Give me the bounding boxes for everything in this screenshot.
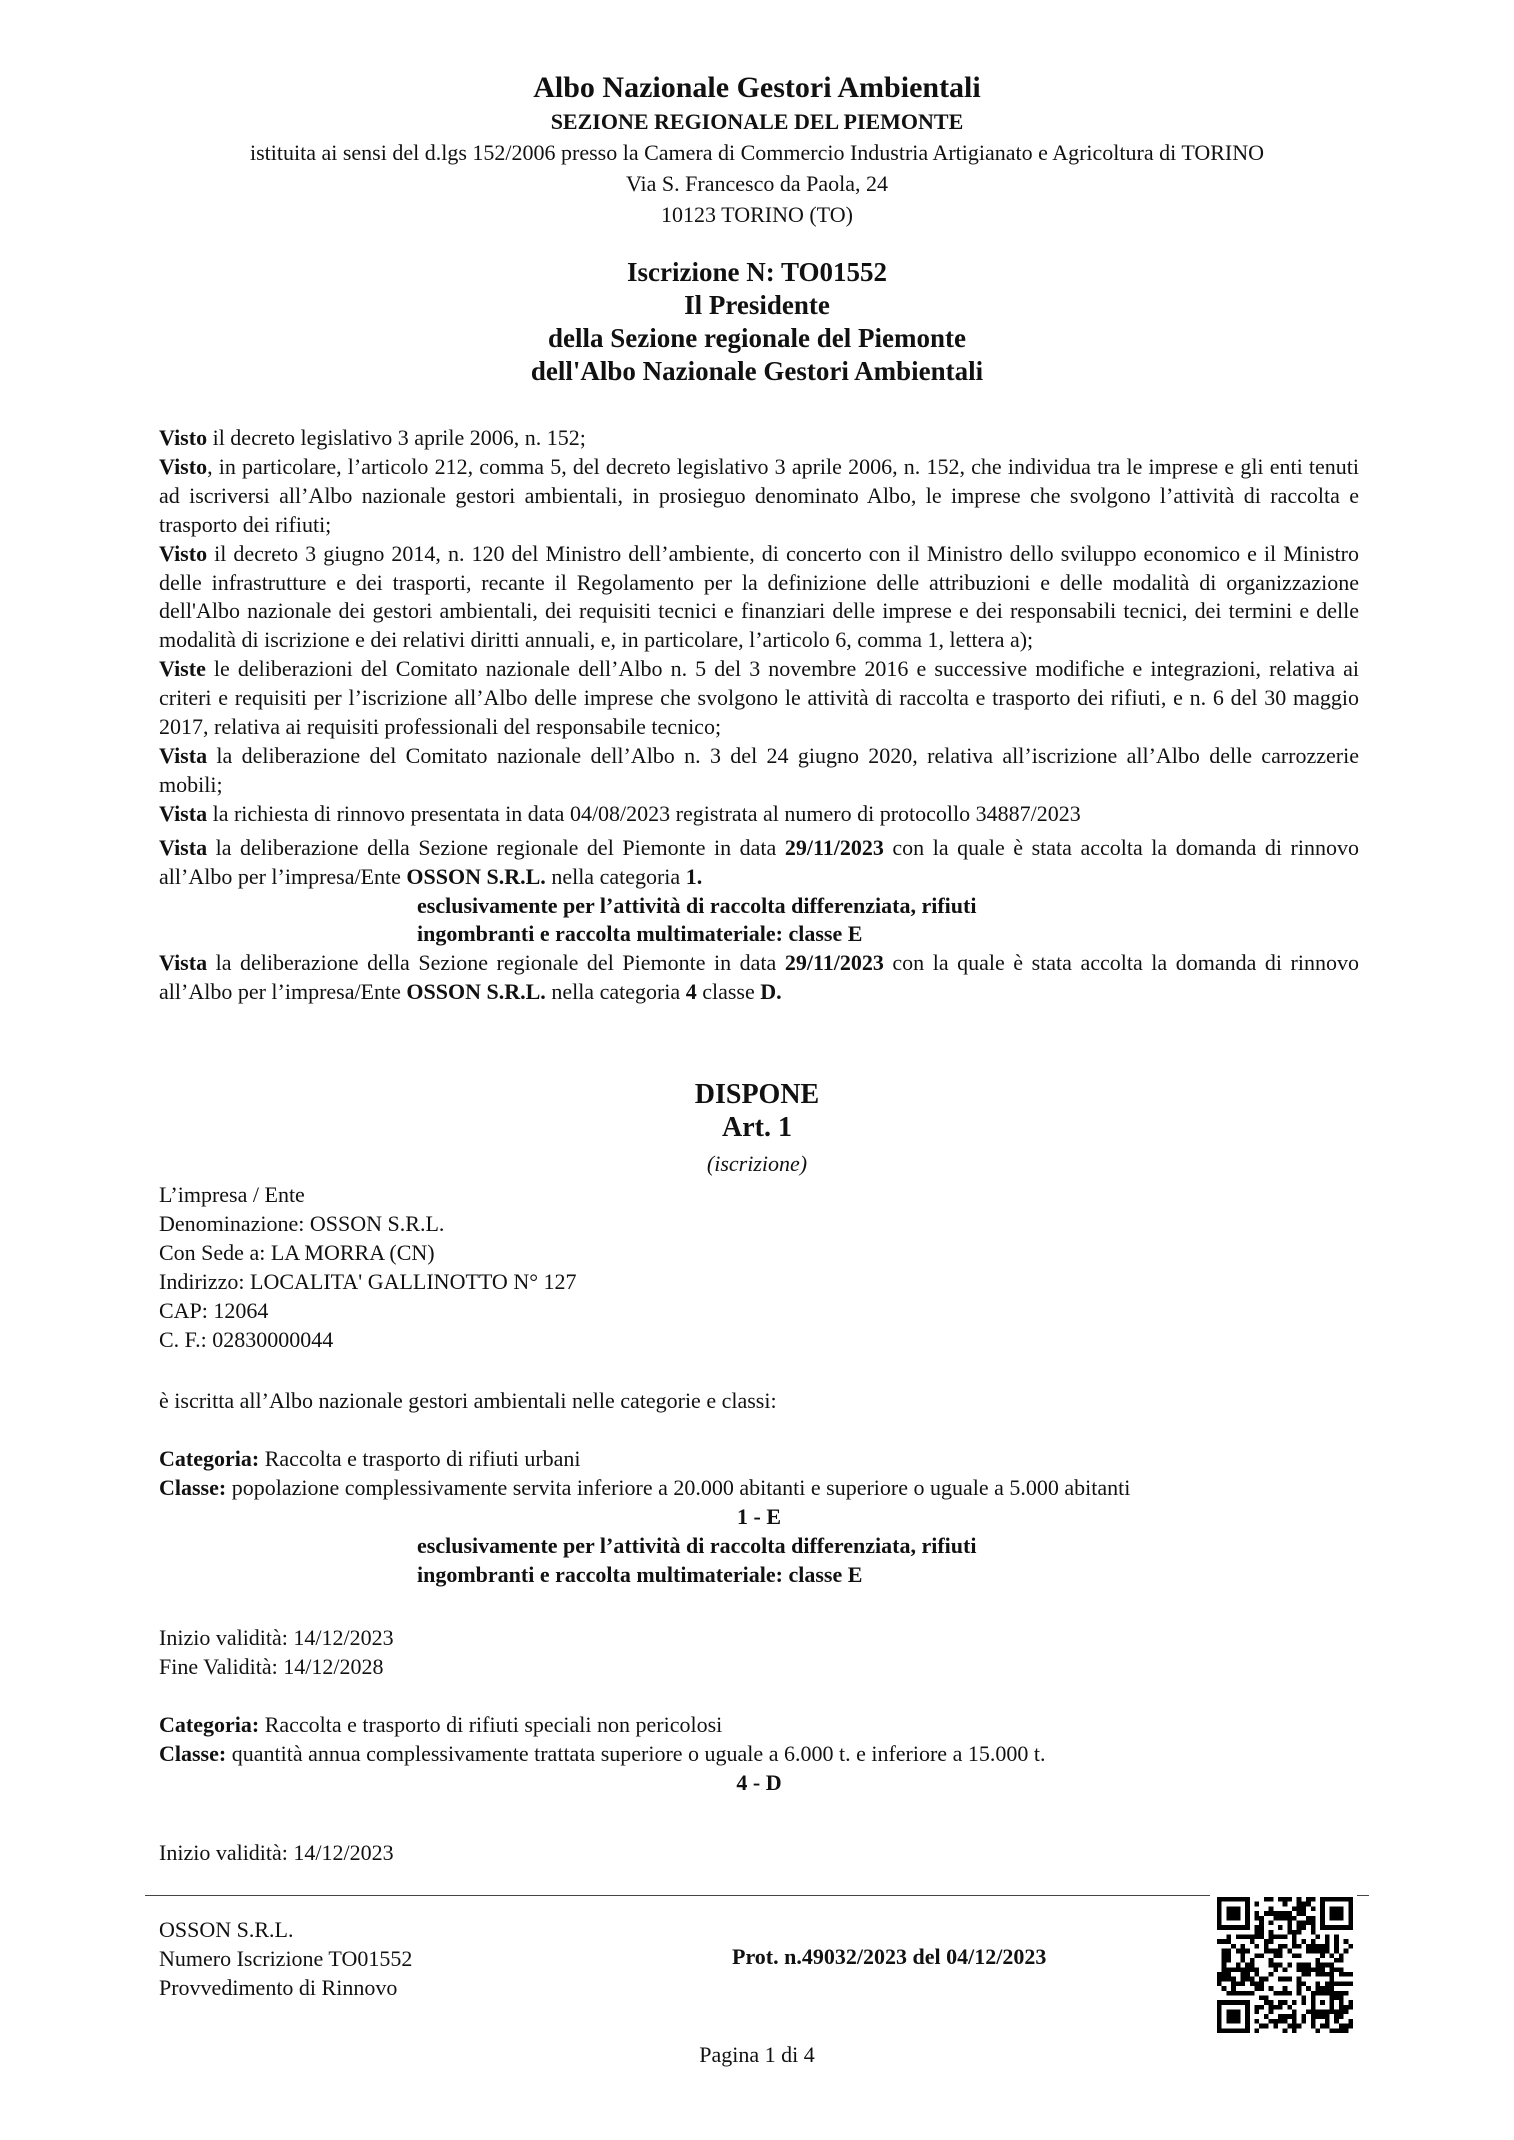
- category-1-note: ingombranti e raccolta multimateriale: classe E: [417, 1562, 863, 1587]
- deliberation-cat1-note: esclusivamente per l’attività di raccolta differenziata, rifiuti: [417, 892, 977, 918]
- footer-divider: [145, 1895, 1210, 1896]
- validity-start: Inizio validità: 14/12/2023: [159, 1625, 394, 1650]
- company-line: L’impresa / Ente: [159, 1182, 305, 1207]
- deliberation-cat1-note: ingombranti e raccolta multimateriale: classe E: [417, 921, 863, 947]
- protocol-number: Prot. n.49032/2023 del 04/12/2023: [732, 1944, 1047, 1969]
- category-1-name: Categoria: Raccolta e trasporto di rifiuti urbani: [159, 1446, 581, 1471]
- premise-paragraph: Visto, in particolare, l’articolo 212, comma 5, del decreto legislativo 3 aprile 2006, n. 152, che individua tra le imprese e gli enti tenuti ad iscriversi all’Albo nazionale gestori ambientali, in prosieguo denominato Albo, le imprese che svolgono l’attività di raccolta e trasporto dei rifiuti;: [159, 453, 1359, 537]
- premises: [159, 424, 1359, 1007]
- company-details: [159, 1180, 577, 1354]
- footer-registration: Numero Iscrizione TO01552: [159, 1946, 413, 1971]
- footer-document-type: Provvedimento di Rinnovo: [159, 1975, 398, 2000]
- title-sezione: della Sezione regionale del Piemonte: [548, 323, 966, 353]
- category-1-validity: [159, 1623, 1359, 1681]
- article-subtitle: (iscrizione): [706, 1151, 808, 1176]
- dispone-heading: [0, 1078, 1514, 1144]
- header-section: SEZIONE REGIONALE DEL PIEMONTE: [550, 109, 964, 134]
- company-address: Indirizzo: LOCALITA' GALLINOTTO N° 127: [159, 1269, 577, 1294]
- footer-info: [159, 1915, 412, 2002]
- qr-code-icon: [1217, 1897, 1353, 2033]
- header-city: 10123 TORINO (TO): [661, 202, 853, 227]
- article-number: Art. 1: [722, 1112, 792, 1143]
- validity-end: Fine Validità: 14/12/2028: [159, 1654, 384, 1679]
- company-tax-code: C. F.: 02830000044: [159, 1327, 334, 1352]
- category-1-block: [159, 1444, 1359, 1589]
- company-seat: Con Sede a: LA MORRA (CN): [159, 1240, 435, 1265]
- iscrizione-number: Iscrizione N: TO01552: [627, 257, 887, 287]
- premise-paragraph: Vista la richiesta di rinnovo presentata in data 04/08/2023 registrata al numero di protocollo 34887/2023: [159, 800, 1081, 826]
- premise-paragraph: Visto il decreto legislativo 3 aprile 2006, n. 152;: [159, 425, 586, 450]
- header-institution: istituita ai sensi del d.lgs 152/2006 presso la Camera di Commercio Industria Artigianato e Agricoltura di TORINO: [249, 140, 1265, 165]
- header-address: Via S. Francesco da Paola, 24: [625, 171, 888, 196]
- title-albo: dell'Albo Nazionale Gestori Ambientali: [530, 356, 984, 386]
- company-name: Denominazione: OSSON S.R.L.: [159, 1211, 445, 1236]
- footer-divider: [1357, 1895, 1369, 1896]
- page-number: Pagina 1 di 4: [699, 2042, 815, 2067]
- category-4-code: 4 - D: [736, 1770, 782, 1795]
- category-1-note: esclusivamente per l’attività di raccolta differenziata, rifiuti: [417, 1533, 977, 1558]
- document-header: [0, 70, 1514, 230]
- premise-paragraph: Visto il decreto 3 giugno 2014, n. 120 del Ministro dell’ambiente, di concerto con il Ministro dello sviluppo economico e il Ministro delle infrastrutture e dei trasporti, recante il Regolamento per la definizione delle attribuzioni e delle modalità di organizzazione dell'Albo nazionale dei gestori ambientali, dei requisiti tecnici e finanziari delle imprese e dei responsabili tecnici, dei termini e delle modalità di iscrizione e dei relativi diritti annuali, e, in particolare, l’articolo 6, comma 1, lettera a);: [159, 540, 1359, 653]
- document-title: [0, 256, 1514, 388]
- premise-paragraph: Vista la deliberazione del Comitato nazionale dell’Albo n. 3 del 24 giugno 2020, relativa all’iscrizione all’Albo delle carrozzerie mobili;: [159, 742, 1359, 797]
- iscritta-statement: è iscritta all’Albo nazionale gestori ambientali nelle categorie e classi:: [159, 1388, 777, 1413]
- category-4-name: Categoria: Raccolta e trasporto di rifiuti speciali non pericolosi: [159, 1712, 723, 1737]
- footer-company: OSSON S.R.L.: [159, 1917, 294, 1942]
- category-4-validity: Inizio validità: 14/12/2023: [159, 1840, 394, 1865]
- category-1-class: Classe: popolazione complessivamente servita inferiore a 20.000 abitanti e superiore o uguale a 5.000 abitanti: [159, 1475, 1131, 1500]
- category-1-code: 1 - E: [737, 1504, 781, 1529]
- category-4-block: [159, 1710, 1359, 1797]
- dispone-title: DISPONE: [694, 1079, 820, 1110]
- deliberation-cat1: Vista la deliberazione della Sezione regionale del Piemonte in data 29/11/2023 con la quale è stata accolta la domanda di rinnovo all’Albo per l’impresa/Ente OSSON S.R.L. nella categoria 1.: [159, 834, 1359, 889]
- deliberation-cat4: Vista la deliberazione della Sezione regionale del Piemonte in data 29/11/2023 con la quale è stata accolta la domanda di rinnovo all’Albo per l’impresa/Ente OSSON S.R.L. nella categoria 4 classe D.: [159, 950, 1359, 1005]
- company-cap: CAP: 12064: [159, 1298, 269, 1323]
- title-presidente: Il Presidente: [684, 290, 830, 320]
- header-org-name: Albo Nazionale Gestori Ambientali: [533, 71, 981, 104]
- category-4-class: Classe: quantità annua complessivamente trattata superiore o uguale a 6.000 t. e inferiore a 15.000 t.: [159, 1741, 1046, 1766]
- premise-paragraph: Viste le deliberazioni del Comitato nazionale dell’Albo n. 5 del 3 novembre 2016 e successive modifiche e integrazioni, relativa ai criteri e requisiti per l’iscrizione all’Albo delle imprese che svolgono le attività di raccolta e trasporto dei rifiuti, e n. 6 del 30 maggio 2017, relativa ai requisiti professionali del responsabile tecnico;: [159, 656, 1359, 740]
